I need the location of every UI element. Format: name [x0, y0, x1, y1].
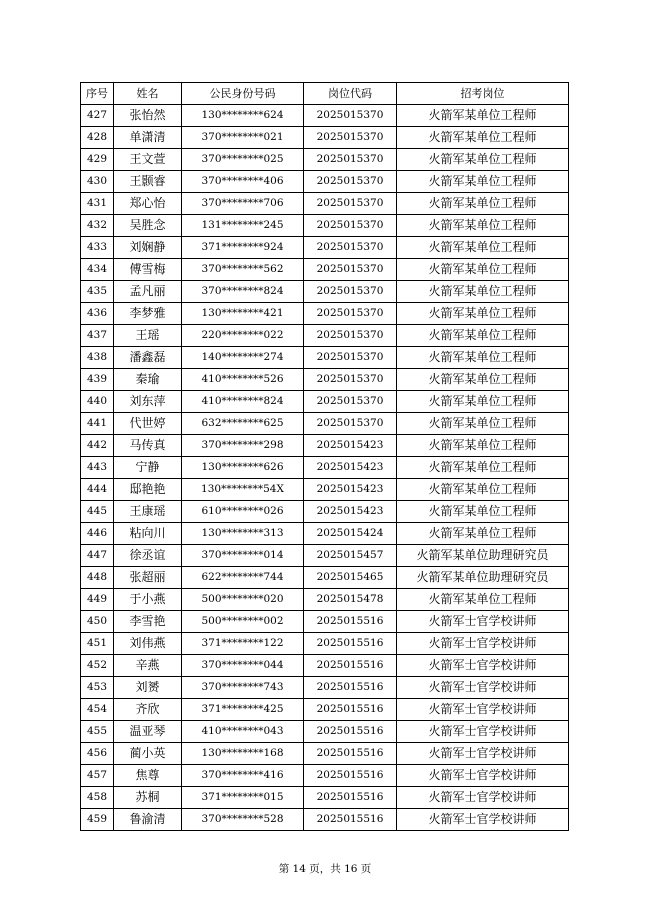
cell-serial: 446: [81, 523, 114, 545]
header-id-number: 公民身份号码: [182, 83, 304, 105]
cell-serial: 455: [81, 721, 114, 743]
cell-post: 火箭军某单位工程师: [397, 237, 569, 259]
cell-serial: 433: [81, 237, 114, 259]
cell-post: 火箭军某单位工程师: [397, 523, 569, 545]
cell-id-number: 130********421: [182, 303, 304, 325]
cell-serial: 427: [81, 105, 114, 127]
cell-post-code: 2025015516: [304, 809, 397, 831]
cell-post: 火箭军某单位工程师: [397, 303, 569, 325]
table-row: [81, 457, 569, 479]
cell-post: 火箭军某单位工程师: [397, 127, 569, 149]
cell-serial: 431: [81, 193, 114, 215]
cell-post-code: 2025015370: [304, 369, 397, 391]
cell-name: 王康瑶: [114, 501, 182, 523]
cell-post-code: 2025015370: [304, 259, 397, 281]
cell-post-code: 2025015457: [304, 545, 397, 567]
cell-post: 火箭军士官学校讲师: [397, 787, 569, 809]
cell-id-number: 371********122: [182, 633, 304, 655]
table-row: [81, 809, 569, 831]
cell-name: 温亚琴: [114, 721, 182, 743]
table-row: [81, 149, 569, 171]
cell-id-number: 130********624: [182, 105, 304, 127]
cell-id-number: 410********526: [182, 369, 304, 391]
cell-post-code: 2025015424: [304, 523, 397, 545]
cell-id-number: 370********562: [182, 259, 304, 281]
cell-name: 孟凡丽: [114, 281, 182, 303]
header-post: 招考岗位: [397, 83, 569, 105]
table-row: [81, 567, 569, 589]
table-row: [81, 303, 569, 325]
cell-serial: 429: [81, 149, 114, 171]
cell-post: 火箭军某单位助理研究员: [397, 567, 569, 589]
table-row: [81, 501, 569, 523]
cell-serial: 443: [81, 457, 114, 479]
cell-serial: 459: [81, 809, 114, 831]
cell-id-number: 370********416: [182, 765, 304, 787]
cell-id-number: 131********245: [182, 215, 304, 237]
table-row: [81, 611, 569, 633]
cell-serial: 454: [81, 699, 114, 721]
cell-name: 鲁渝清: [114, 809, 182, 831]
cell-serial: 441: [81, 413, 114, 435]
cell-id-number: 370********528: [182, 809, 304, 831]
cell-id-number: 130********54X: [182, 479, 304, 501]
cell-id-number: 370********021: [182, 127, 304, 149]
header-name: 姓名: [114, 83, 182, 105]
cell-name: 张怡然: [114, 105, 182, 127]
table-row: [81, 391, 569, 413]
cell-post: 火箭军某单位工程师: [397, 589, 569, 611]
cell-id-number: 371********425: [182, 699, 304, 721]
cell-serial: 442: [81, 435, 114, 457]
cell-post: 火箭军士官学校讲师: [397, 743, 569, 765]
table-row: [81, 633, 569, 655]
cell-serial: 449: [81, 589, 114, 611]
cell-post: 火箭军士官学校讲师: [397, 809, 569, 831]
cell-id-number: 371********015: [182, 787, 304, 809]
cell-id-number: 220********022: [182, 325, 304, 347]
table-row: [81, 347, 569, 369]
cell-serial: 450: [81, 611, 114, 633]
cell-id-number: 370********025: [182, 149, 304, 171]
cell-name: 李梦雅: [114, 303, 182, 325]
cell-post-code: 2025015516: [304, 677, 397, 699]
cell-name: 王瑶: [114, 325, 182, 347]
cell-post-code: 2025015370: [304, 391, 397, 413]
cell-post-code: 2025015370: [304, 237, 397, 259]
cell-post: 火箭军某单位工程师: [397, 105, 569, 127]
table-row: [81, 435, 569, 457]
cell-name: 王文萱: [114, 149, 182, 171]
table-row: [81, 325, 569, 347]
table-row: [81, 655, 569, 677]
cell-name: 潘鑫磊: [114, 347, 182, 369]
cell-post: 火箭军某单位工程师: [397, 171, 569, 193]
cell-post: 火箭军士官学校讲师: [397, 633, 569, 655]
table-row: [81, 105, 569, 127]
cell-post-code: 2025015516: [304, 765, 397, 787]
cell-post-code: 2025015370: [304, 281, 397, 303]
table-row: [81, 237, 569, 259]
cell-post-code: 2025015370: [304, 149, 397, 171]
cell-serial: 434: [81, 259, 114, 281]
cell-post-code: 2025015370: [304, 127, 397, 149]
table-row: [81, 193, 569, 215]
cell-id-number: 410********824: [182, 391, 304, 413]
cell-serial: 432: [81, 215, 114, 237]
table-row: [81, 677, 569, 699]
cell-id-number: 130********168: [182, 743, 304, 765]
cell-post: 火箭军士官学校讲师: [397, 699, 569, 721]
cell-name: 刘娴静: [114, 237, 182, 259]
cell-post: 火箭军士官学校讲师: [397, 611, 569, 633]
cell-id-number: 370********824: [182, 281, 304, 303]
table-header-row: [81, 83, 569, 105]
cell-post: 火箭军某单位工程师: [397, 215, 569, 237]
header-serial: 序号: [81, 83, 114, 105]
cell-serial: 452: [81, 655, 114, 677]
cell-serial: 451: [81, 633, 114, 655]
cell-post: 火箭军某单位助理研究员: [397, 545, 569, 567]
cell-post: 火箭军某单位工程师: [397, 413, 569, 435]
cell-id-number: 370********044: [182, 655, 304, 677]
table-row: [81, 413, 569, 435]
cell-post: 火箭军某单位工程师: [397, 479, 569, 501]
cell-id-number: 500********020: [182, 589, 304, 611]
cell-serial: 440: [81, 391, 114, 413]
cell-name: 刘伟燕: [114, 633, 182, 655]
table-row: [81, 281, 569, 303]
cell-post: 火箭军士官学校讲师: [397, 765, 569, 787]
cell-post: 火箭军某单位工程师: [397, 369, 569, 391]
candidate-table: [80, 82, 569, 831]
table-row: [81, 369, 569, 391]
cell-id-number: 500********002: [182, 611, 304, 633]
cell-post-code: 2025015370: [304, 303, 397, 325]
cell-post: 火箭军某单位工程师: [397, 259, 569, 281]
cell-serial: 430: [81, 171, 114, 193]
cell-serial: 453: [81, 677, 114, 699]
cell-name: 李雪艳: [114, 611, 182, 633]
cell-id-number: 140********274: [182, 347, 304, 369]
cell-post: 火箭军士官学校讲师: [397, 655, 569, 677]
cell-post-code: 2025015478: [304, 589, 397, 611]
cell-name: 焦尊: [114, 765, 182, 787]
cell-id-number: 622********744: [182, 567, 304, 589]
cell-post-code: 2025015370: [304, 105, 397, 127]
table-row: [81, 699, 569, 721]
table-row: [81, 259, 569, 281]
cell-serial: 445: [81, 501, 114, 523]
cell-name: 徐丞谊: [114, 545, 182, 567]
cell-post-code: 2025015370: [304, 171, 397, 193]
cell-serial: 437: [81, 325, 114, 347]
cell-serial: 444: [81, 479, 114, 501]
cell-serial: 448: [81, 567, 114, 589]
cell-name: 刘赟: [114, 677, 182, 699]
table-row: [81, 545, 569, 567]
cell-id-number: 370********406: [182, 171, 304, 193]
cell-id-number: 130********313: [182, 523, 304, 545]
cell-post-code: 2025015370: [304, 215, 397, 237]
cell-name: 辛燕: [114, 655, 182, 677]
cell-name: 苏桐: [114, 787, 182, 809]
cell-id-number: 370********706: [182, 193, 304, 215]
cell-post-code: 2025015423: [304, 501, 397, 523]
cell-post-code: 2025015370: [304, 325, 397, 347]
cell-id-number: 632********625: [182, 413, 304, 435]
table-row: [81, 787, 569, 809]
cell-post: 火箭军某单位工程师: [397, 193, 569, 215]
cell-post: 火箭军某单位工程师: [397, 325, 569, 347]
cell-name: 刘东萍: [114, 391, 182, 413]
cell-serial: 458: [81, 787, 114, 809]
cell-id-number: 130********626: [182, 457, 304, 479]
cell-post: 火箭军某单位工程师: [397, 435, 569, 457]
cell-name: 蔺小英: [114, 743, 182, 765]
header-post-code: 岗位代码: [304, 83, 397, 105]
cell-id-number: 610********026: [182, 501, 304, 523]
table-row: [81, 589, 569, 611]
cell-name: 张超丽: [114, 567, 182, 589]
cell-name: 于小燕: [114, 589, 182, 611]
cell-post: 火箭军某单位工程师: [397, 501, 569, 523]
cell-post: 火箭军士官学校讲师: [397, 721, 569, 743]
cell-post-code: 2025015516: [304, 721, 397, 743]
table-body: [81, 105, 569, 831]
cell-post: 火箭军某单位工程师: [397, 149, 569, 171]
cell-post: 火箭军某单位工程师: [397, 457, 569, 479]
cell-post-code: 2025015370: [304, 193, 397, 215]
cell-serial: 428: [81, 127, 114, 149]
cell-serial: 436: [81, 303, 114, 325]
page-footer: 第 14 页，共 16 页: [278, 863, 372, 875]
table-row: [81, 721, 569, 743]
cell-serial: 438: [81, 347, 114, 369]
table-row: [81, 765, 569, 787]
cell-id-number: 410********043: [182, 721, 304, 743]
table-row: [81, 215, 569, 237]
cell-post-code: 2025015516: [304, 699, 397, 721]
cell-name: 单潇清: [114, 127, 182, 149]
cell-name: 吴胜念: [114, 215, 182, 237]
cell-post-code: 2025015370: [304, 347, 397, 369]
table-row: [81, 523, 569, 545]
cell-post-code: 2025015465: [304, 567, 397, 589]
cell-name: 粘向川: [114, 523, 182, 545]
cell-name: 郑心怡: [114, 193, 182, 215]
cell-post: 火箭军某单位工程师: [397, 281, 569, 303]
cell-serial: 439: [81, 369, 114, 391]
cell-name: 马传真: [114, 435, 182, 457]
cell-serial: 435: [81, 281, 114, 303]
cell-serial: 457: [81, 765, 114, 787]
cell-name: 代世婷: [114, 413, 182, 435]
cell-name: 齐欣: [114, 699, 182, 721]
cell-post-code: 2025015516: [304, 655, 397, 677]
table-row: [81, 479, 569, 501]
cell-name: 秦瑜: [114, 369, 182, 391]
cell-post-code: 2025015516: [304, 633, 397, 655]
cell-post-code: 2025015370: [304, 413, 397, 435]
cell-name: 宁静: [114, 457, 182, 479]
cell-post-code: 2025015516: [304, 743, 397, 765]
cell-id-number: 371********924: [182, 237, 304, 259]
cell-id-number: 370********298: [182, 435, 304, 457]
table-row: [81, 171, 569, 193]
cell-serial: 456: [81, 743, 114, 765]
cell-post: 火箭军士官学校讲师: [397, 677, 569, 699]
cell-post: 火箭军某单位工程师: [397, 391, 569, 413]
table-row: [81, 127, 569, 149]
cell-name: 邸艳艳: [114, 479, 182, 501]
cell-id-number: 370********014: [182, 545, 304, 567]
cell-post-code: 2025015516: [304, 787, 397, 809]
cell-post: 火箭军某单位工程师: [397, 347, 569, 369]
cell-post-code: 2025015423: [304, 435, 397, 457]
cell-id-number: 370********743: [182, 677, 304, 699]
table-row: [81, 743, 569, 765]
cell-post-code: 2025015423: [304, 457, 397, 479]
cell-name: 傅雪梅: [114, 259, 182, 281]
cell-post-code: 2025015423: [304, 479, 397, 501]
cell-post-code: 2025015516: [304, 611, 397, 633]
cell-serial: 447: [81, 545, 114, 567]
cell-name: 王颢睿: [114, 171, 182, 193]
